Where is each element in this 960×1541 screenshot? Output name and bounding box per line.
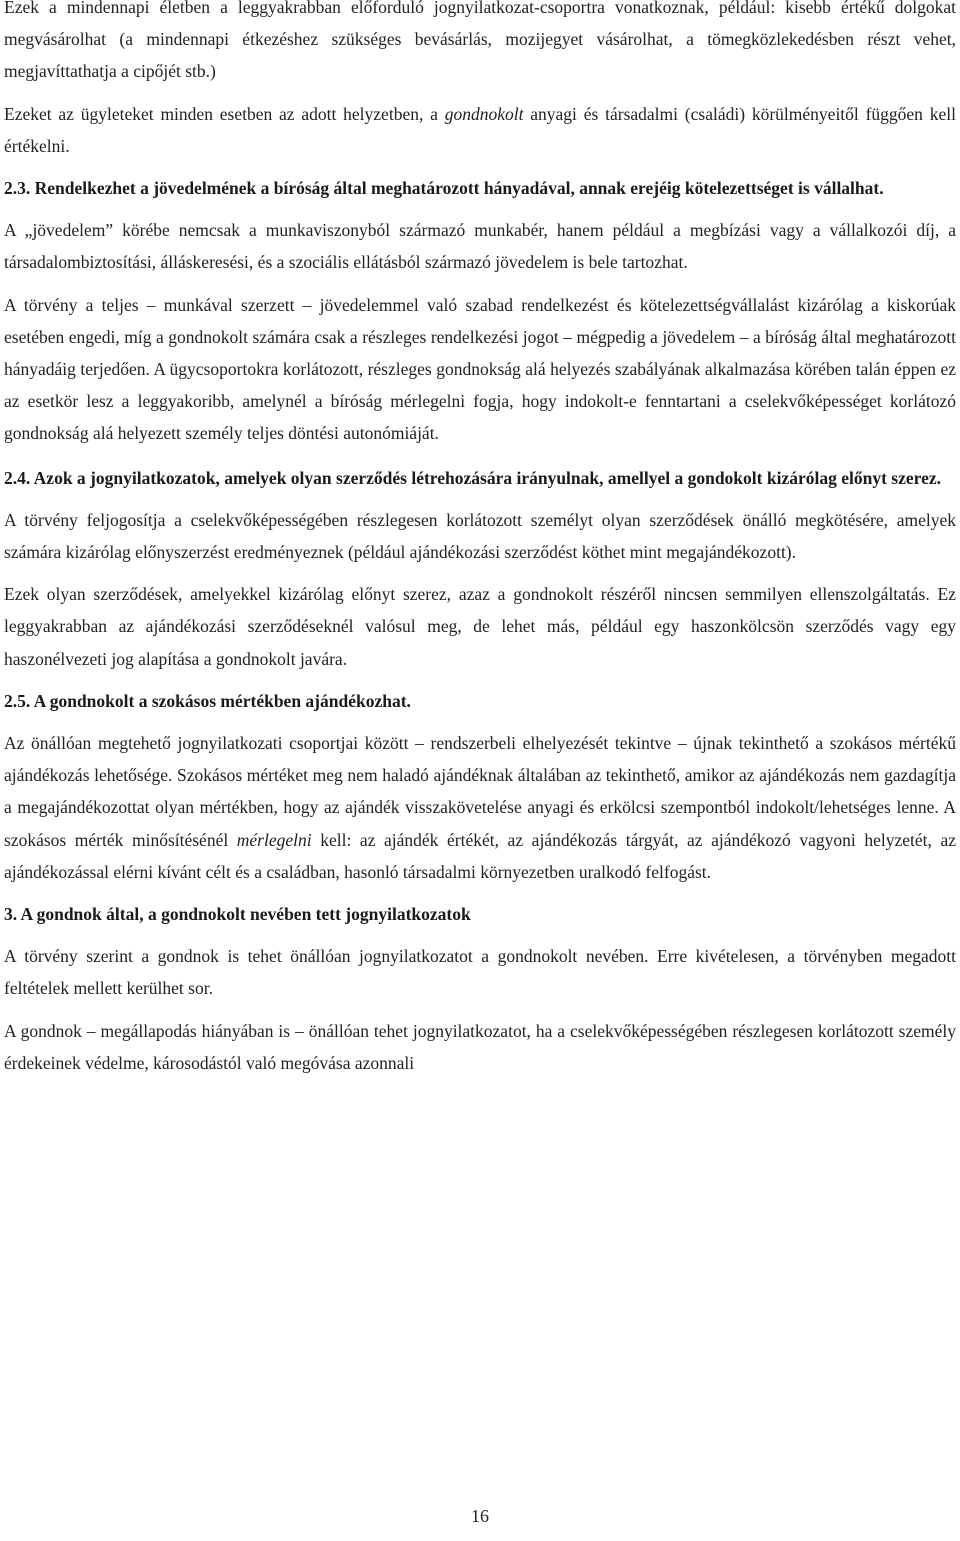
italic-term: mérlegelni xyxy=(236,829,312,850)
page-number: 16 xyxy=(471,1506,489,1526)
paragraph-evaluation xyxy=(4,98,956,162)
section-heading-2-3: 2.3. Rendelkezhet a jövedelmének a bíróság által meghatározott hányadával, annak erejéig kötelezettséget is vállalhat. xyxy=(4,178,884,199)
paragraph-gifting xyxy=(4,727,956,888)
section-heading-2-4: 2.4. Azok a jognyilatkozatok, amelyek olyan szerződés létrehozására irányulnak, amellyel a gondokolt kizárólag előnyt szerez. xyxy=(4,467,941,488)
paragraph-text: Az önállóan megtehető jognyilatkozati csoportjai között – rendszerbeli elhelyezését tekintve – újnak tekinthető a szokásos mértékű ajándékozás lehetősége. Szokásos mértéket meg nem haladó ajándéknak általában az tekinthető, amikor az ajándékozás nem gazdagítja a megajándékozottat olyan mértékben, hogy az ajándék visszakövetelése anyagi és erkölcsi szempontból indokolt/lehetséges lenne. A szokásos mérték minősítésénél xyxy=(4,733,956,850)
paragraph-text: Ezeket az ügyleteket minden esetben az adott helyzetben, a xyxy=(4,103,445,124)
paragraph-income-definition: A „jövedelem” körébe nemcsak a munkaviszonyból származó munkabér, hanem például a megbízási vagy a vállalkozói díj, a társadalombiztosítási, álláskeresési, és a szociális ellátásból származó jövedelem is bele tartozhat. xyxy=(4,220,956,273)
section-heading-2-5: 2.5. A gondnokolt a szokásos mértékben ajándékozhat. xyxy=(4,690,411,711)
section-heading-3: 3. A gondnok által, a gondnokolt nevében tett jognyilatkozatok xyxy=(4,904,471,925)
paragraph-everyday-transactions: Ezek a mindennapi életben a leggyakrabban előforduló jognyilatkozat-csoportra vonatkoznak, például: kisebb értékű dolgokat megvásárolhat (a mindennapi étkezéshez szükséges bevásárlás, mozijegyet vásárolhat, a tömegközlekedésben részt vehet, megjavíttathatja a cipőjét stb.) xyxy=(4,0,956,82)
paragraph-income-disposal: A törvény a teljes – munkával szerzett – jövedelemmel való szabad rendelkezést és kötelezettségvállalást kizárólag a kiskorúak esetében engedi, míg a gondnokolt számára csak a részleges rendelkezési jogot – mégpedig a jövedelem – a bíróság által meghatározott hányadáig terjedően. A ügycsoportokra korlátozott, részleges gondnokság alá helyezés szabályának alkalmazása körében talán éppen ez az esetkör lesz a leggyakoribb, amelynél a bíróság mérlegelni fogja, hogy indokolt-e fenntartani a cselekvőképességet korlátozó gondnokság alá helyezett személy teljes döntési autonómiáját. xyxy=(4,294,956,444)
paragraph-text: anyagi és társadalmi (családi) körülményeitől függően kell értékelni. xyxy=(4,103,956,156)
paragraph-contracts-examples: Ezek olyan szerződések, amelyekkel kizárólag előnyt szerez, azaz a gondnokolt részéről nincsen semmilyen ellenszolgáltatás. Ez leggyakrabban az ajándékozási szerződéseknél valósul meg, de lehet más, például egy haszonkölcsön szerződés vagy egy haszonélvezeti jog alapítása a gondnokolt javára. xyxy=(4,584,956,669)
paragraph-guardian-declarations: A törvény szerint a gondnok is tehet önállóan jognyilatkozatot a gondnokolt nevében. Erre kivételesen, a törvényben megadott feltételek mellett kerülhet sor. xyxy=(4,946,956,999)
paragraph-text: kell: az ajándék értékét, az ajándékozás tárgyát, az ajándékozó vagyoni helyzetét, az ajándékozással elérni kívánt célt és a családban, hasonló társadalmi környezetben uralkodó felfogást. xyxy=(4,829,956,882)
paragraph-guardian-without-agreement: A gondnok – megállapodás hiányában is – önállóan tehet jognyilatkozatot, ha a cselekvőképességében részlegesen korlátozott személy érdekeinek védelme, károsodástól való megóvása azonnali xyxy=(4,1020,956,1073)
italic-term: gondnokolt xyxy=(444,103,524,124)
paragraph-contracts-authorization: A törvény feljogosítja a cselekvőképességében részlegesen korlátozott személyt olyan szerződések önálló megkötésére, amelyek számára kizárólag előnyszerzést eredményeznek (például ajándékozási szerződést köthet mint megajándékozott). xyxy=(4,509,956,563)
